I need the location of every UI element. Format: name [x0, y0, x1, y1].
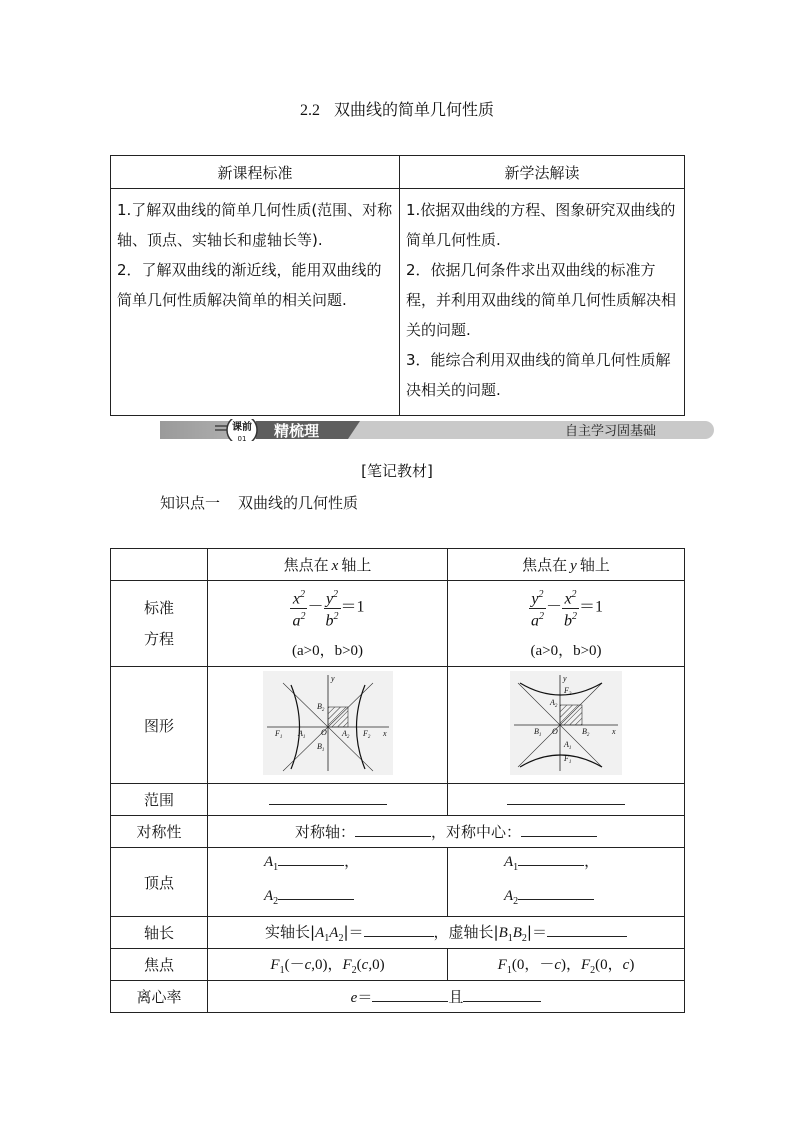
- section-banner: [160, 419, 716, 441]
- standards-cell: [111, 189, 400, 416]
- knowledge-point-heading: [160, 492, 358, 513]
- method-item: 3．能综合利用双曲线的简单几何性质解决相关的问题.: [406, 351, 671, 399]
- table-row: [111, 549, 685, 581]
- table-row: [111, 949, 685, 981]
- kp-title: 双曲线的几何性质: [238, 494, 359, 512]
- curriculum-standards-table: [110, 155, 685, 416]
- hyperbola-x-figure: [263, 671, 393, 775]
- svg-text:A2: $A_2$: [341, 729, 349, 740]
- symmetry-axis-blank[interactable]: [355, 822, 431, 837]
- range-x-blank[interactable]: [208, 784, 448, 816]
- hyperbola-properties-table: [110, 548, 685, 1013]
- symmetry-cell: 对称轴： ，对称中心：: [208, 816, 685, 848]
- svg-text:A1: $A_1$: [297, 729, 305, 740]
- figure-y-cell: [448, 667, 685, 784]
- svg-text:F1: $F_1$: [274, 729, 282, 740]
- svg-text:F1: $F_1$: [564, 754, 572, 765]
- header-x-axis: 焦点在 x 轴上: [208, 549, 448, 581]
- method-item: 2．依据几何条件求出双曲线的标准方程，并利用双曲线的简单几何性质解决相关的问题.: [406, 261, 677, 339]
- row-label-focus: 焦点: [111, 949, 208, 981]
- svg-text:F2: $F_2$: [564, 686, 572, 697]
- banner-label: 精梳理: [274, 422, 320, 440]
- hyperbola-y-figure: [510, 671, 622, 775]
- table-row: [111, 784, 685, 816]
- imag-axis-blank[interactable]: [547, 922, 627, 937]
- figure-x-cell: [208, 667, 448, 784]
- standard-item: 2．了解双曲线的渐近线，能用双曲线的简单几何性质解决简单的相关问题.: [117, 261, 382, 309]
- method-header: 新学法解读: [400, 156, 685, 189]
- table-row: [111, 981, 685, 1013]
- notes-title: [笔记教材]: [361, 462, 433, 480]
- row-label-figure: 图形: [111, 667, 208, 784]
- svg-text:B1: $B_1$: [534, 727, 542, 738]
- standard-item: 1.了解双曲线的简单几何性质(范围、对称轴、顶点、实轴长和虚轴长等).: [117, 201, 393, 249]
- table-row: [111, 848, 685, 917]
- table-row: [111, 816, 685, 848]
- badge-top: 课前: [232, 422, 252, 433]
- svg-text:x: x: [382, 729, 387, 738]
- vertex-a1-blank[interactable]: [278, 851, 344, 866]
- svg-text:x: x: [612, 727, 616, 736]
- vertex-a1-blank[interactable]: [518, 851, 584, 866]
- vertex-y-cell: $A_1$ ， $A_2$: [448, 848, 685, 917]
- row-label-vertex: 顶点: [111, 848, 208, 917]
- svg-text:F2: $F_2$: [362, 729, 370, 740]
- focus-x-cell: $F_1(-c,0)$，$F_2(c,0)$: [208, 949, 448, 981]
- badge-number: 01: [237, 435, 247, 441]
- row-label-symmetry: 对称性: [111, 816, 208, 848]
- svg-text:B2: $B_2$: [582, 727, 590, 738]
- svg-text:O: O: [552, 727, 558, 736]
- method-item: 1.依据双曲线的方程、图象研究双曲线的简单几何性质.: [406, 201, 676, 249]
- vertex-a2-blank[interactable]: [278, 885, 354, 900]
- svg-text:A2: $A_2$: [550, 698, 558, 709]
- svg-text:y: y: [330, 674, 335, 683]
- focus-y-cell: $F_1(0$，－c)，$F_2(0$，c): [448, 949, 685, 981]
- symmetry-center-blank[interactable]: [521, 822, 597, 837]
- axis-length-cell: 实轴长$|A_1A_2|=$ ，虚轴长$|B_1B_2|=$: [208, 917, 685, 949]
- standards-header: 新课程标准: [111, 156, 400, 189]
- table-row: [111, 581, 685, 667]
- svg-text:A1: $A_1$: [564, 740, 572, 751]
- vertex-x-cell: $A_1$ ， $A_2$: [208, 848, 448, 917]
- vertex-a2-blank[interactable]: [518, 885, 594, 900]
- svg-text:O: O: [320, 728, 327, 737]
- kp-prefix: 知识点一: [160, 494, 221, 512]
- range-y-blank[interactable]: [448, 784, 685, 816]
- equation-y: $\frac{y^2}{a^2}$ － $\frac{x^2}{b^2}$ ＝1 (a>0，b>0): [448, 581, 685, 667]
- svg-text:y: y: [563, 674, 567, 683]
- header-y-axis: 焦点在 y 轴上: [448, 549, 685, 581]
- equation-x: $\frac{x^2}{a^2}$ － $\frac{y^2}{b^2}$ ＝1 (a>0，b>0): [208, 581, 448, 667]
- row-label-range: 范围: [111, 784, 208, 816]
- row-label-axis-length: 轴长: [111, 917, 208, 949]
- svg-text:B2: $B_2$: [316, 702, 324, 713]
- table-row: [111, 667, 685, 784]
- section-number: 2.2: [299, 102, 320, 119]
- page-title: [0, 97, 794, 120]
- real-axis-blank[interactable]: [364, 922, 434, 937]
- eccentricity-cell: e＝ 且: [208, 981, 685, 1013]
- row-label-eccentricity: 离心率: [111, 981, 208, 1013]
- method-cell: [400, 189, 685, 416]
- table-row: [111, 917, 685, 949]
- ecc-range-blank[interactable]: [463, 987, 541, 1002]
- section-title: 双曲线的简单几何性质: [333, 100, 494, 119]
- row-label-equation: 标准 方程: [111, 581, 208, 667]
- banner-right: 自主学习固基础: [565, 424, 657, 439]
- ecc-value-blank[interactable]: [372, 987, 448, 1002]
- svg-text:B1: $B_1$: [316, 742, 324, 753]
